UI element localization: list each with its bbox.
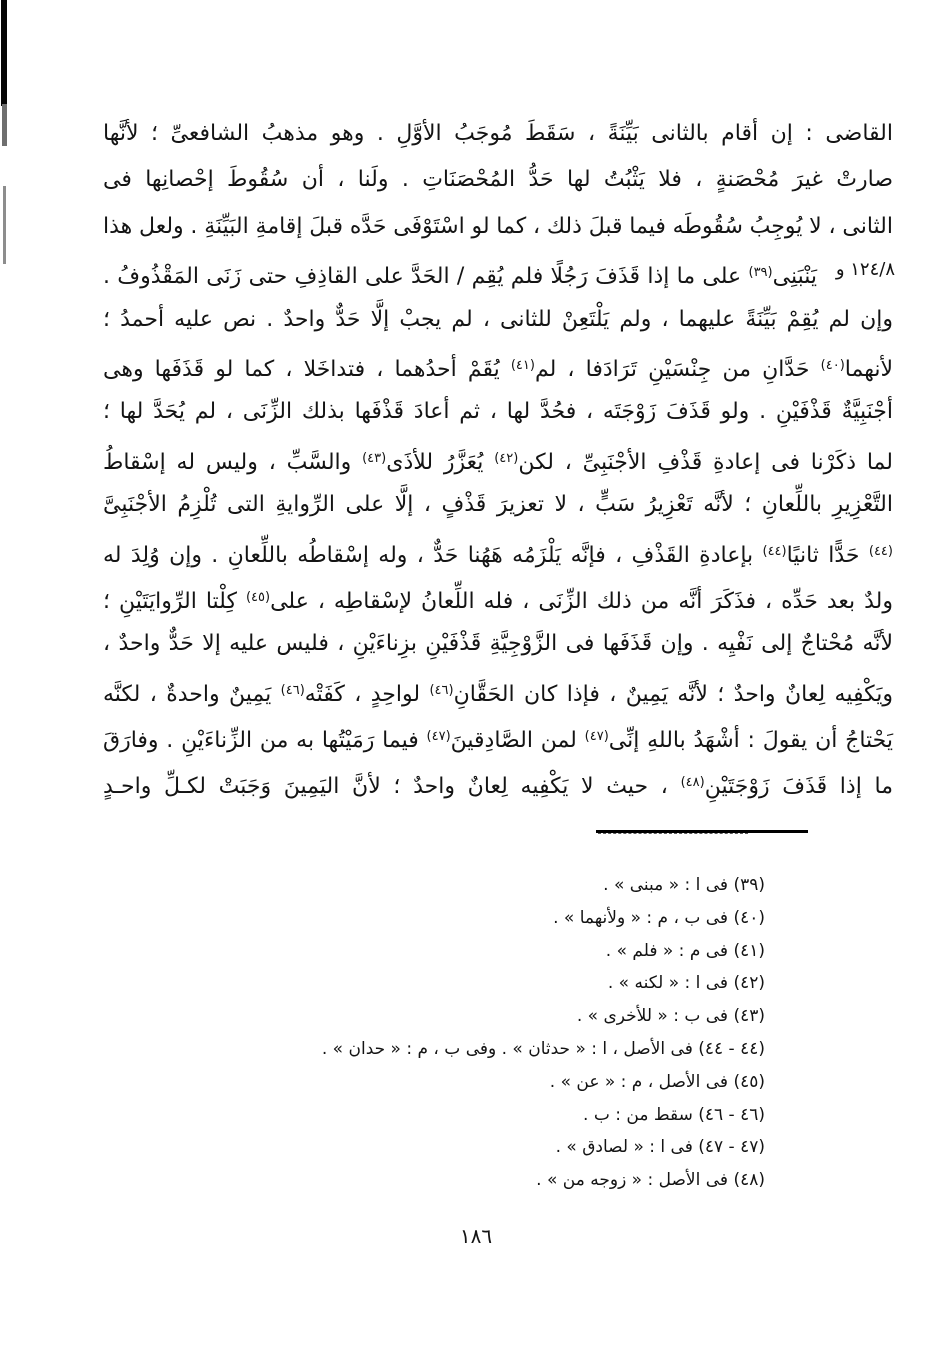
- body-text: حَدًّا ثانيًا: [786, 542, 869, 568]
- footnote-marker: (٤٤): [762, 543, 787, 559]
- footnote-marker: (٤٠): [820, 357, 845, 373]
- body-text: ويَكْفِيه لِعانٌ واحدٌ ؛ لأنَّه يَمِينٌ ، فإذا كان الحَقَّانِ: [453, 681, 894, 707]
- body-line: [103, 621, 893, 667]
- page-number: ١٨٦: [459, 1224, 493, 1248]
- footnote-item: (٤٨) فى الأصل : « زوجه من » .: [536, 1170, 765, 1191]
- body-text: والسَّبِّ ، وليس له إسْقاطُ: [103, 449, 363, 475]
- footnote-marker: (٤٦): [280, 682, 305, 698]
- body-line: [103, 482, 893, 528]
- footnote-item: (٤٧ - ٤٧) فى ا : « لصادق » .: [555, 1137, 765, 1158]
- scan-artifact: [2, 104, 7, 146]
- footnote-marker: (٤٢): [494, 450, 519, 466]
- body-line: [103, 157, 893, 203]
- footnote-item: (٤٦ - ٤٦) سقط من : ب .: [583, 1104, 765, 1125]
- scan-artifact: [3, 186, 6, 264]
- footnote-marker: (٤١): [510, 357, 535, 373]
- body-text: يُعَزَّرُ للأذَى: [386, 449, 495, 475]
- body-line: [103, 529, 893, 575]
- body-line: [103, 436, 893, 482]
- body-line: [103, 389, 893, 435]
- margin-folio-note: ١٢٤/٨ و: [835, 259, 895, 281]
- body-text: لمن الصَّادِقينَ: [450, 728, 585, 754]
- body-text: فيما رَمَيْتُها به من الزِّناءَيْنِ . وفارَقَ: [103, 728, 427, 754]
- footnote-item: (٤٣) فى ب : « للأخرى » .: [576, 1006, 765, 1027]
- body-line: [103, 575, 893, 621]
- footnote-marker: (٤٥): [245, 589, 271, 605]
- body-text: التَّعْزِيرِ باللِّعانِ ؛ لأنَّه تَعْزِيرُ سَبٍّ ، لا تعزيرَ قَذْفٍ ، إلَّا على الرِّوايةِ التى تُلْزِمُ الأجْنَبِىَّ: [103, 492, 893, 518]
- footnote-item: (٤٤ - ٤٤) فى الأصل ، ا : « حدثان » . وفى ب ، م : « حدان » .: [321, 1038, 765, 1059]
- body-text: لأنَّه مُحْتاجٌ إلى نَفْيِه . وإن قَذَفَها فى الزَّوْجِيَّةِ قَذْفَيْنِ بزِناءَيْنِ ، فليس عليه إلا حَدٌّ واحدٌ ،: [103, 631, 893, 657]
- footnote-marker: (٤٣): [362, 450, 387, 466]
- body-line: [103, 760, 893, 806]
- body-text: الثانى ، لا يُوجِبُ سُقُوطَه فيما قبلَ ذلك ، كما لو اسْتَوْفَى حَدَّه قبلَ إقامةِ البَيِّنَةِ . ولعل هذا: [103, 213, 893, 239]
- body-text: يَمِينٌ واحدةٌ ، لكنَّه: [103, 681, 281, 707]
- body-line: [103, 204, 893, 250]
- body-text: لأنهما: [844, 356, 894, 382]
- footnote-marker: (٣٩): [748, 265, 773, 281]
- footnote-separator: [596, 830, 808, 833]
- body-text: لما ذكَرْنا فى إعادةِ قَذْفِ الأجْنَبِىِّ ، لكن: [518, 449, 893, 475]
- body-text: ولدٌ بعد حَدِّه ، فذَكَرَ أنَّه من ذلك الزِّنَى ، فله اللِّعانُ لإسْقاطِه ، على: [270, 588, 893, 614]
- body-text: يَنْبَنِى: [772, 264, 817, 290]
- body-text: ، حيث لا يَكْفِيه لِعانٌ واحدٌ ؛ لأنَّ اليَمِينَ وَجَبَتْ لكـلِّ واحـدٍ: [103, 774, 681, 800]
- footnote-item: (٤٠) فى ب ، م : « ولأنهما » .: [553, 907, 765, 928]
- body-text: وإن لم يُقِمْ بَيِّنَةً عليهما ، ولم يَلْتَعِنْ للثانى ، لم يجبْ إلَّا حَدٌّ واحدٌ . نص عليه أحمدُ ؛: [103, 306, 893, 332]
- body-text: بإعادةِ القَذْفِ ، فإنَّه يَلْزَمُه هَهُنا حَدٌّ ، وله إسْقاطُه باللِّعانِ . وإن وُلِدَ له: [103, 542, 763, 568]
- footnote-marker: (٤٦): [429, 682, 454, 698]
- footnote-marker: (٤٤): [868, 543, 893, 559]
- body-text: يُقَمْ أحدُهما ، فتداخَلا ، كما لو قَذَفَها وهى: [103, 356, 511, 382]
- body-text: ما إذا قَذَفَ زَوْجَتَيْنِ: [704, 774, 893, 800]
- footnote-marker: (٤٧): [426, 729, 451, 745]
- footnote-item: (٣٩) فى ا : « مبنى » .: [603, 875, 765, 895]
- body-line: [103, 297, 893, 343]
- body-text: كِلْتا الرِّوايَتَيْنِ ؛: [103, 588, 246, 614]
- body-line: [103, 714, 893, 760]
- body-line: [103, 111, 893, 157]
- scan-artifact: [1, 0, 7, 106]
- body-line: [103, 250, 893, 296]
- body-text: القاضى : إن أقام بالثانى بَيِّنَةً ، سَقَطَ مُوجَبُ الأوَّلِ . وهو مذهبُ الشافعىِّ ؛ لأنَّها: [103, 121, 893, 146]
- footnote-item: (٤٥) فى الأصل ، م : « عن » .: [549, 1071, 765, 1092]
- body-text: حَدَّانِ من جِنْسَيْنِ تَرَادَفا ، لم: [534, 356, 821, 382]
- footnote-item: (٤٢) فى ا : « لكنه » .: [607, 973, 765, 994]
- footnote-marker: (٤٧): [584, 729, 609, 745]
- body-text: صارتْ غيرَ مُحْصَنةٍ ، فلا يَثْبُتُ لها حَدُّ المُحْصَنَاتِ . ولَنا ، أن سُقُوطَ إحْصانِها فى: [103, 167, 893, 193]
- body-line: [103, 343, 893, 389]
- body-text: أجْنَبِيَّةٌ قَذْفَيْنِ . ولو قَذَفَ زَوْجَتَه ، فحُدَّ لها ، ثم أعادَ قَذْفَها بذلك الزِّنَى ، لم يُحَدَّ لها ؛: [103, 399, 893, 425]
- footnote-item: (٤١) فى م : « فلم » .: [605, 940, 765, 961]
- footnote-marker: (٤٨): [680, 775, 705, 791]
- body-text: على ما إذا قَذَفَ رَجُلًا فلم يُقِم / الحَدَّ على القاذِفِ حتى زَنَى المَقْذُوفُ .: [103, 264, 749, 290]
- body-text: يَحْتاجُ أن يقولَ : أشْهَدُ باللهِ إنِّى: [608, 728, 893, 754]
- footnotes-list: [225, 869, 765, 1197]
- body-lines: [103, 111, 893, 807]
- body-line: [103, 668, 893, 714]
- body-text: لواحِدٍ ، كَفَتْه: [304, 681, 430, 707]
